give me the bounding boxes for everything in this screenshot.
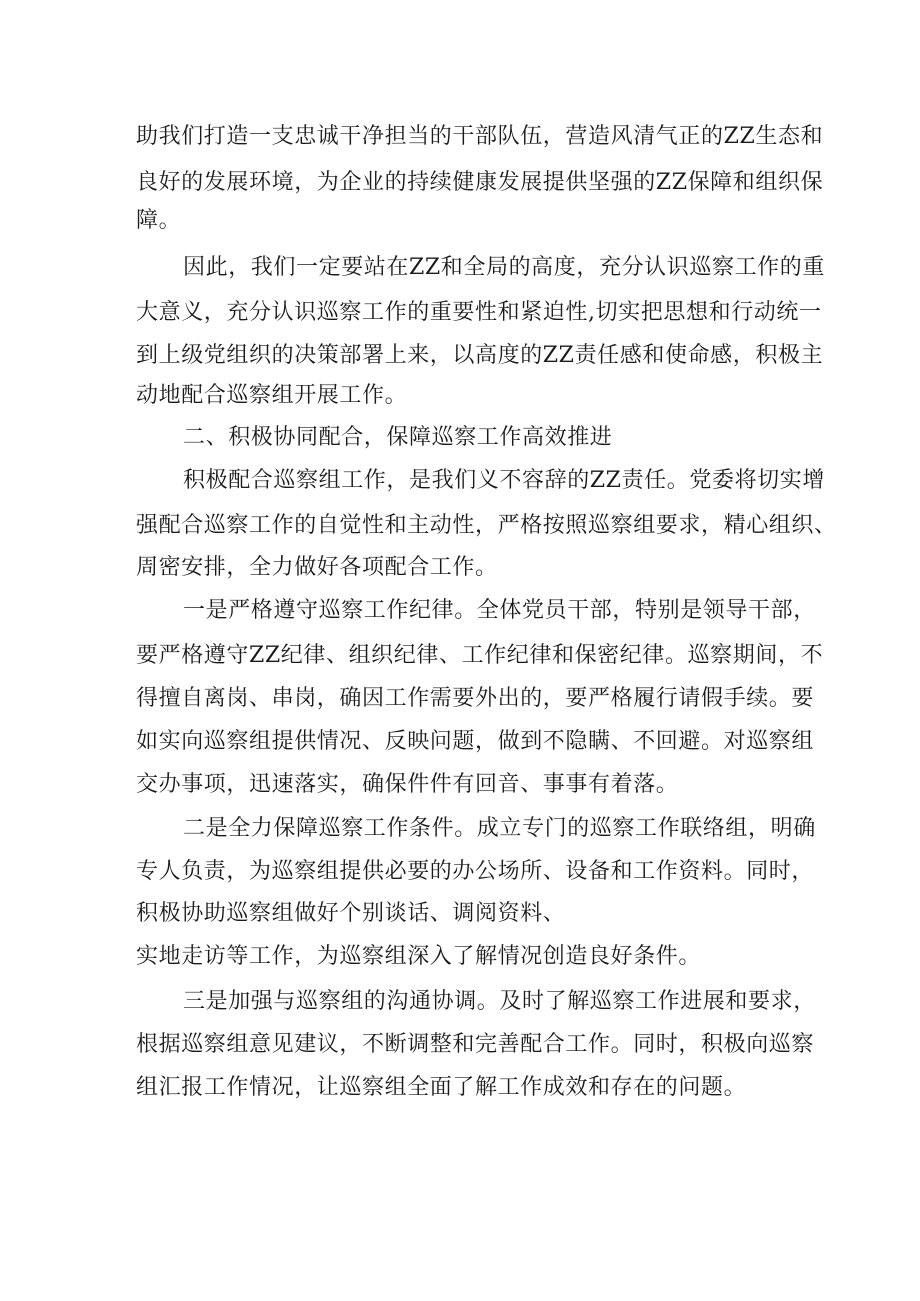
text-line: 专人负责，为巡察组提供必要的办公场所、设备和工作资料。同时， (136, 859, 815, 884)
text-line: 助我们打造一支忠诚干净担当的干部队伍，营造风清气正的ZZ生态和 (136, 124, 824, 149)
text-line: 良好的发展环境，为企业的持续健康发展提供坚强的ZZ保障和组织保 (136, 170, 824, 195)
text-line: 积极协助巡察组做好个别谈话、调阅资料、 (136, 901, 566, 926)
section-heading: 二、积极协同配合，保障巡察工作高效推进 (183, 425, 613, 450)
text-line: 大意义，充分认识巡察工作的重要性和紧迫性,切实把思想和行动统一 (136, 300, 822, 325)
text-line: 障。 (136, 208, 182, 233)
paragraph-start-line: 三是加强与巡察组的沟通协调。及时了解巡察工作进展和要求， (183, 989, 816, 1014)
text-line: 强配合巡察工作的自觉性和主动性，严格按照巡察组要求，精心组织、 (136, 513, 837, 538)
text-line: 要严格遵守ZZ纪律、组织纪律、工作纪律和保密纪律。巡察期间，不 (136, 643, 824, 668)
paragraph-start-line: 积极配合巡察组工作，是我们义不容辞的ZZ责任。党委将切实增 (183, 468, 825, 493)
text-line: 交办事项，迅速落实，确保件件有回音、事事有着落。 (136, 772, 679, 797)
paragraph-start-line: 因此，我们一定要站在ZZ和全局的高度，充分认识巡察工作的重 (183, 255, 825, 280)
text-line: 得擅自离岗、串岗，确因工作需要外出的，要严格履行请假手续。要 (136, 686, 815, 711)
paragraph-start-line: 二是全力保障巡察工作条件。成立专门的巡察工作联络组，明确 (183, 816, 816, 841)
paragraph-start-line: 一是严格遵守巡察工作纪律。全体党员干部，特别是领导干部， (183, 598, 816, 623)
text-line: 如实向巡察组提供情况、反映问题，做到不隐瞒、不回避。对巡察组 (136, 729, 815, 754)
text-line: 组汇报工作情况，让巡察组全面了解工作成效和存在的问题。 (136, 1075, 747, 1100)
text-line: 实地走访等工作，为巡察组深入了解情况创造良好条件。 (136, 944, 702, 969)
text-line: 根据巡察组意见建议，不断调整和完善配合工作。同时，积极向巡察 (136, 1032, 815, 1057)
text-line: 到上级党组织的决策部署上来，以高度的ZZ责任感和使命感，积极主 (136, 343, 824, 368)
text-line: 动地配合巡察组开展工作。 (136, 383, 408, 408)
text-line: 周密安排，全力做好各项配合工作。 (136, 555, 498, 580)
